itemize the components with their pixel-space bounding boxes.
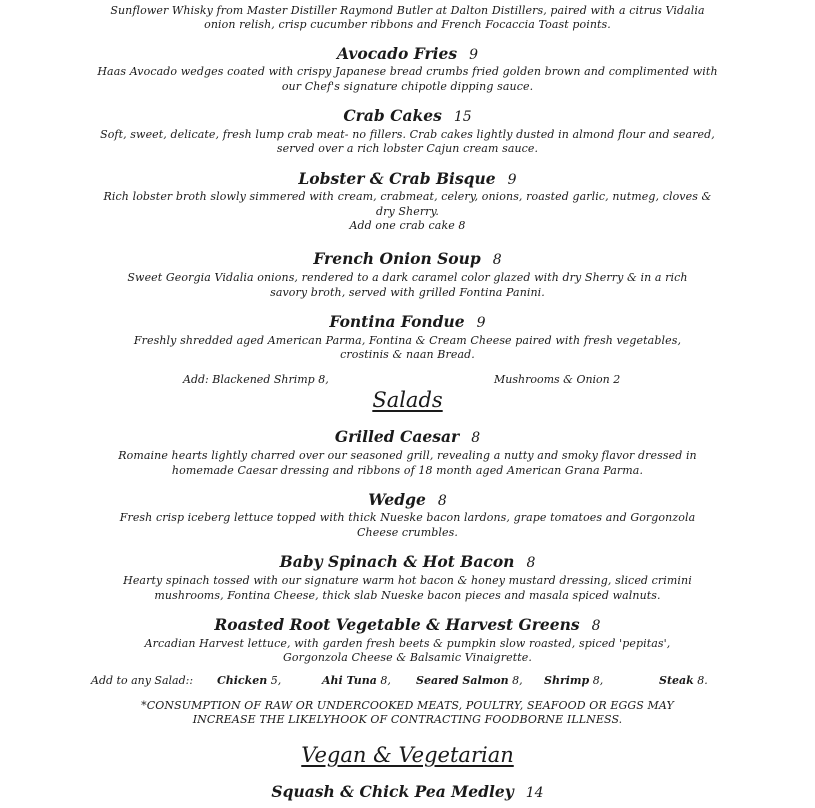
addon-price: 8, bbox=[380, 674, 391, 687]
item-price: 8 bbox=[591, 618, 601, 634]
addon-name: Chicken bbox=[217, 674, 268, 687]
item-description-line: served over a rich lobster Cajun cream sauce. bbox=[276, 142, 539, 155]
item-description-line: Romaine hearts lightly charred over our seasoned grill, revealing a nutty and smoky flavor dressed in bbox=[118, 449, 697, 462]
item-description-line: Gorgonzola Cheese & Balsamic Vinaigrette. bbox=[282, 651, 533, 664]
item-description-line: Sweet Georgia Vidalia onions, rendered to a dark caramel color glazed with dry Sherry & in a rich bbox=[127, 271, 688, 284]
item-name: Squash & Chick Pea Medley bbox=[271, 782, 514, 801]
item-price: 9 bbox=[476, 315, 486, 331]
item-price: 8 bbox=[526, 555, 536, 571]
salad-addon-ahi-tuna bbox=[322, 674, 391, 687]
item-name: French Onion Soup bbox=[313, 249, 481, 268]
fondue-addon-shrimp: Add: Blackened Shrimp 8, bbox=[183, 373, 329, 386]
item-addon-line: Add one crab cake 8 bbox=[349, 219, 466, 232]
addon-price: 8. bbox=[697, 674, 708, 687]
addon-price: 8, bbox=[592, 674, 604, 687]
whisky-description-line-1: Sunflower Whisky from Master Distiller Raymond Butler at Dalton Distillers, paired with a citrus Vidalia bbox=[110, 4, 705, 17]
item-description-line: crostinis & naan Bread. bbox=[340, 348, 475, 361]
addon-price: 8, bbox=[512, 674, 523, 687]
item-description-line: Soft, sweet, delicate, fresh lump crab meat- no fillers. Crab cakes lightly dusted in almond flour and seared, bbox=[100, 128, 715, 141]
section-heading-vegan-vegetarian: Vegan & Vegetarian bbox=[301, 743, 514, 767]
item-price: 15 bbox=[453, 109, 472, 125]
item-name: Wedge bbox=[368, 490, 426, 509]
item-description-line: savory broth, served with grilled Fontina Panini. bbox=[270, 286, 545, 299]
menu-item-baby-spinach bbox=[0, 552, 815, 571]
item-description-line: mushrooms, Fontina Cheese, thick slab Nueske bacon pieces and masala spiced walnuts. bbox=[154, 589, 661, 602]
salad-addon-seared-salmon bbox=[416, 674, 523, 687]
item-description-line: our Chef's signature chipotle dipping sauce. bbox=[281, 80, 534, 93]
whisky-description-line-2: onion relish, crisp cucumber ribbons and French Focaccia Toast points. bbox=[204, 18, 611, 31]
item-name: Crab Cakes bbox=[343, 106, 442, 125]
item-price: 8 bbox=[492, 252, 502, 268]
addon-price: 5, bbox=[270, 674, 282, 687]
salad-addon-shrimp bbox=[544, 674, 603, 687]
salad-addon-steak bbox=[659, 674, 708, 687]
section-heading-salads: Salads bbox=[372, 388, 443, 412]
menu-item-french-onion-soup bbox=[0, 249, 815, 268]
item-description-line: Rich lobster broth slowly simmered with cream, crabmeat, celery, onions, roasted garlic, nutmeg, cloves & bbox=[103, 190, 712, 203]
item-price: 8 bbox=[471, 430, 481, 446]
menu-item-crab-cakes bbox=[0, 106, 815, 125]
item-name: Baby Spinach & Hot Bacon bbox=[279, 552, 515, 571]
menu-item-wedge bbox=[0, 490, 815, 509]
salad-addon-chicken bbox=[217, 674, 281, 687]
consumption-disclaimer-line-1: *CONSUMPTION OF RAW OR UNDERCOOKED MEATS, POULTRY, SEAFOOD OR EGGS MAY bbox=[141, 699, 674, 712]
item-description-line: Cheese crumbles. bbox=[357, 526, 458, 539]
item-description-line: dry Sherry. bbox=[375, 205, 439, 218]
menu-item-grilled-caesar bbox=[0, 427, 815, 446]
item-description-line: homemade Caesar dressing and ribbons of 18 month aged American Grana Parma. bbox=[171, 464, 644, 477]
salad-addon-label: Add to any Salad:: bbox=[91, 674, 194, 687]
menu-item-squash-chick-pea-medley bbox=[0, 782, 815, 801]
consumption-disclaimer-line-2: INCREASE THE LIKELYHOOK OF CONTRACTING FOODBORNE ILLNESS. bbox=[192, 713, 623, 726]
fondue-addon-mushrooms: Mushrooms & Onion 2 bbox=[494, 373, 621, 386]
item-name: Grilled Caesar bbox=[334, 427, 460, 446]
addon-name: Seared Salmon bbox=[416, 674, 509, 687]
item-description-line: Hearty spinach tossed with our signature warm hot bacon & honey mustard dressing, sliced crimini bbox=[123, 574, 692, 587]
menu-item-roasted-root-vegetable bbox=[0, 615, 815, 634]
item-description-line: Freshly shredded aged American Parma, Fontina & Cream Cheese paired with fresh vegetables, bbox=[133, 334, 682, 347]
item-price: 9 bbox=[507, 172, 517, 188]
menu-item-lobster-crab-bisque bbox=[0, 169, 815, 188]
item-description-line: Haas Avocado wedges coated with crispy Japanese bread crumbs fried golden brown and complimented with bbox=[97, 65, 718, 78]
addon-name: Ahi Tuna bbox=[322, 674, 377, 687]
item-price: 14 bbox=[525, 785, 544, 801]
addon-name: Steak bbox=[659, 674, 694, 687]
item-price: 8 bbox=[437, 493, 447, 509]
addon-name: Shrimp bbox=[544, 674, 590, 687]
item-price: 9 bbox=[469, 47, 479, 63]
item-name: Lobster & Crab Bisque bbox=[298, 169, 496, 188]
item-description-line: Fresh crisp iceberg lettuce topped with thick Nueske bacon lardons, grape tomatoes and Gorgonzola bbox=[119, 511, 696, 524]
item-name: Roasted Root Vegetable & Harvest Greens bbox=[214, 615, 580, 634]
item-name: Fontina Fondue bbox=[329, 312, 465, 331]
menu-item-fontina-fondue bbox=[0, 312, 815, 331]
menu-item-avocado-fries bbox=[0, 44, 815, 63]
item-description-line: Arcadian Harvest lettuce, with garden fresh beets & pumpkin slow roasted, spiced 'pepitas', bbox=[144, 637, 671, 650]
item-name: Avocado Fries bbox=[336, 44, 458, 63]
